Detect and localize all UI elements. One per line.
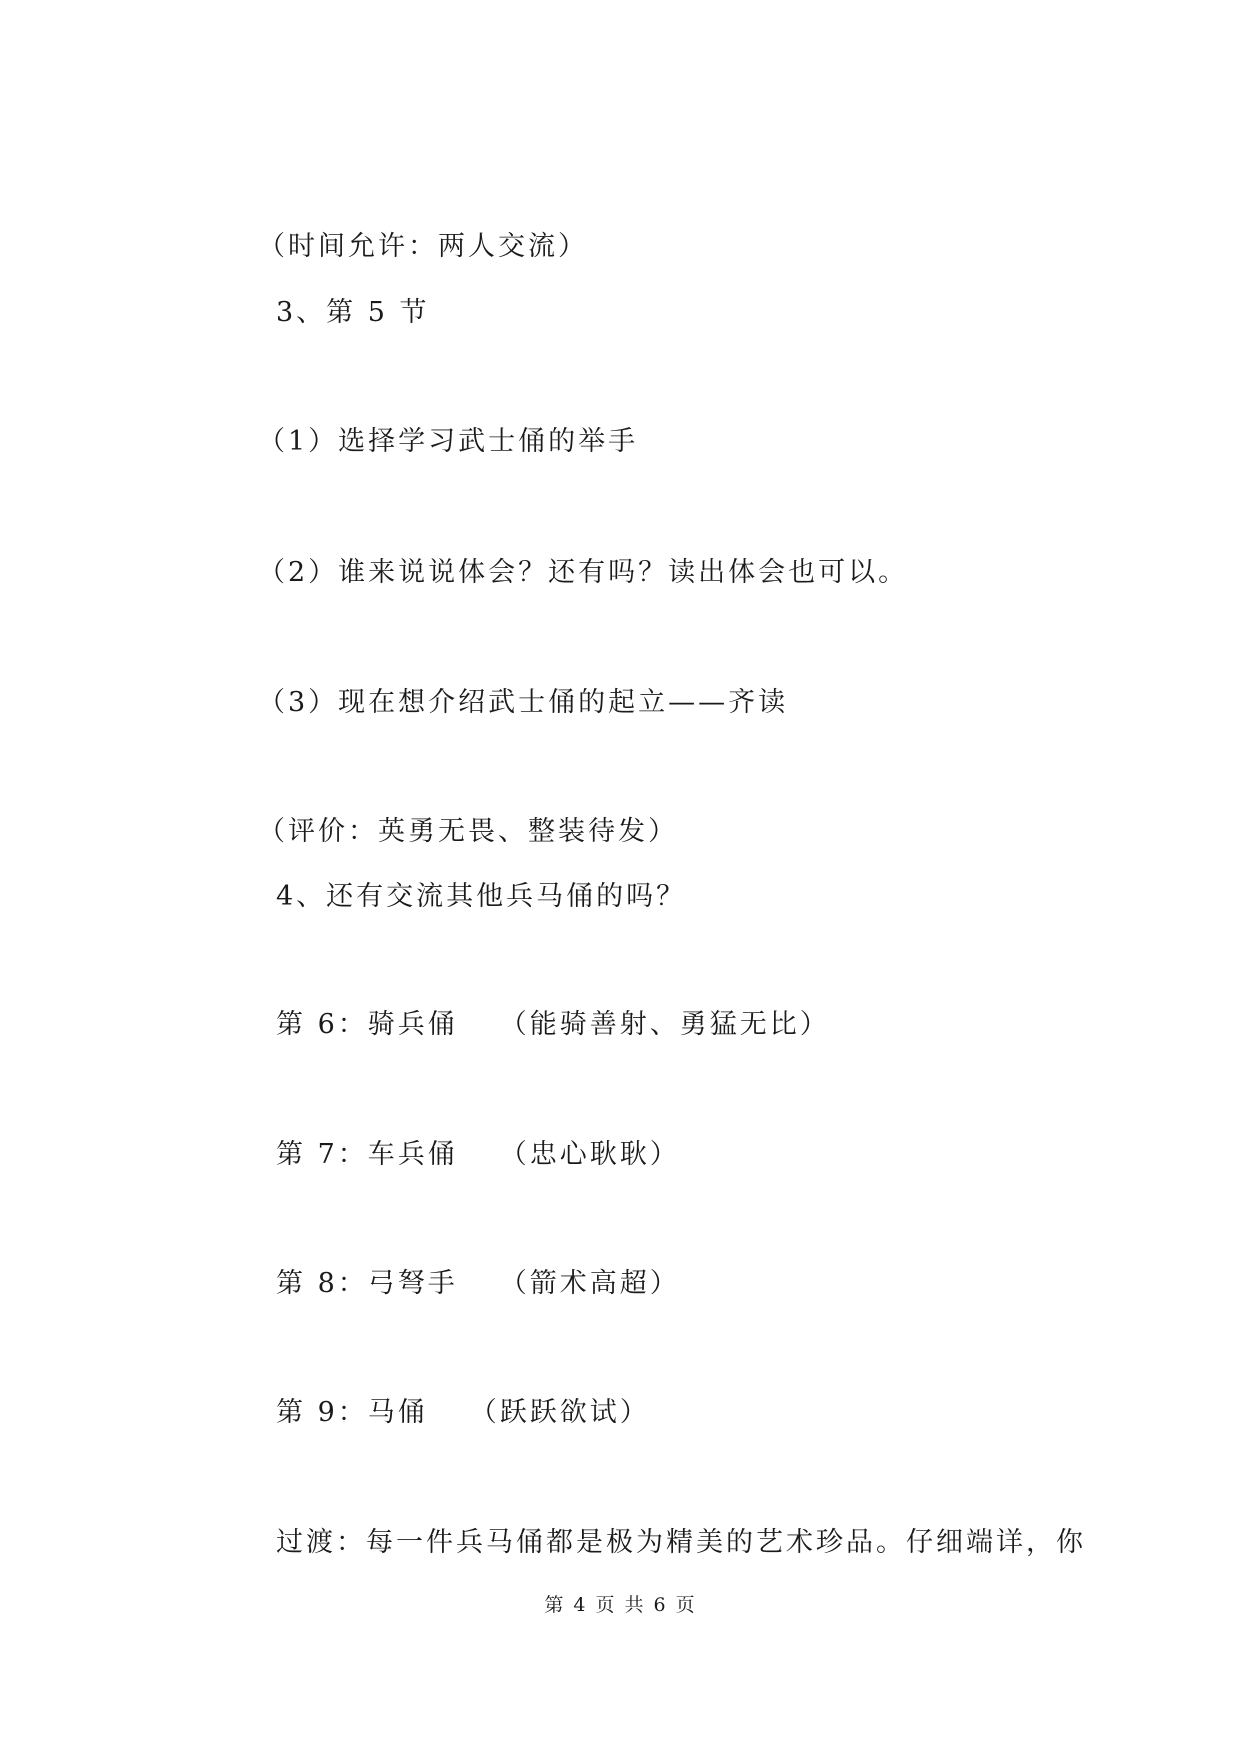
heading-section-4: 4、还有交流其他兵马俑的吗？ [276,881,687,912]
paragraph-step-3: （3）现在想介绍武士俑的起立——齐读 [258,687,789,718]
list-item-section-6 [276,1008,830,1042]
item-label: 第 7：车兵俑 [276,1139,458,1170]
item-note: （能骑善射、勇猛无比） [499,1009,830,1040]
paragraph-step-1: （1）选择学习武士俑的举手 [258,426,639,457]
list-item-section-7 [276,1138,680,1172]
list-item-section-8 [276,1267,680,1301]
item-label: 第 9：马俑 [276,1397,428,1428]
page-number-footer: 第 4 页 共 6 页 [544,1594,697,1616]
heading-section-3: 3、第 5 节 [276,297,430,328]
item-note: （跃跃欲试） [469,1397,650,1428]
list-item-section-9 [276,1396,650,1430]
item-label: 第 6：骑兵俑 [276,1009,458,1040]
paragraph-evaluation: （评价：英勇无畏、整装待发） [258,816,678,847]
item-label: 第 8：弓弩手 [276,1268,458,1299]
item-note: （忠心耿耿） [499,1139,680,1170]
paragraph-time-allowance: （时间允许：两人交流） [258,231,588,262]
paragraph-step-2: （2）谁来说说体会？还有吗？读出体会也可以。 [258,557,909,588]
paragraph-transition: 过渡：每一件兵马俑都是极为精美的艺术珍品。仔细端详，你 [276,1527,1086,1558]
item-note: （箭术高超） [499,1268,680,1299]
